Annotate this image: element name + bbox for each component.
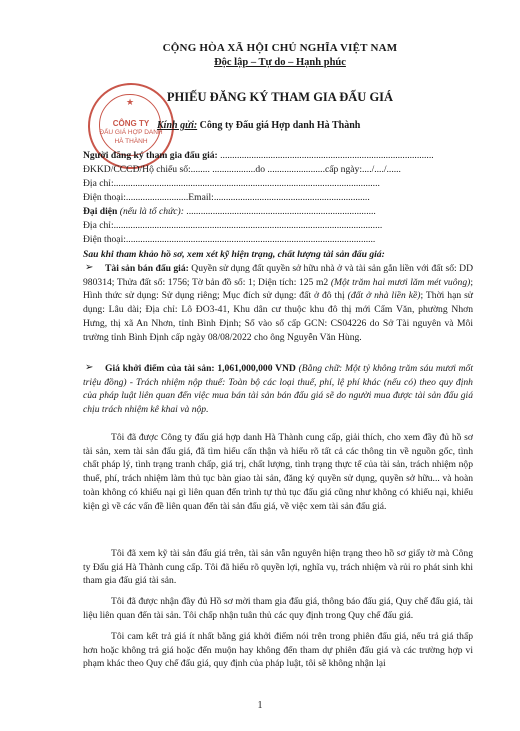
asset-area-words: (Một trăm hai mươi lăm mét vuông) (330, 276, 471, 288)
addressee-name: Công ty Đấu giá Hợp danh Hà Thành (197, 120, 361, 131)
representative-label: Đại diện (83, 206, 118, 217)
seal-line-1: CÔNG TY (112, 119, 150, 128)
arrow-bullet-icon: ➢ (85, 262, 94, 273)
rep-phone-field[interactable]: Điện thoại:........................................................................................................ (83, 234, 376, 245)
price-amount: 1,061,000,000 VND (217, 363, 299, 374)
paragraph-2: Tôi đã xem kỹ tài sản đấu giá trên, tài sản vẫn nguyên hiện trạng theo hồ sơ giấy tờ mà Công ty Đấu giá Hà Thành cung cấp. Tôi đã hiểu rõ quyền lợi, nghĩa vụ, trách nhiệm và rủi ro phát sinh khi tham gia đấu giá tài sản. (83, 548, 473, 587)
arrow-bullet-icon: ➢ (85, 362, 94, 373)
addressee-label: Kính gửi: (157, 120, 198, 131)
asset-text-1: Quyền sử dụng đất quyền sở hữu nhà ở và tài sản gắn liền với đất số: DD 980314; Thửa đất số: 1756; Tờ bản đồ số: 1; Diện tích: 125 m2 (83, 263, 474, 288)
intro-statement: Sau khi tham khảo hồ sơ, xem xét kỹ hiện trạng, chất lượng tài sản đấu giá: (83, 249, 385, 260)
participant-label: Người đăng ký tham gia đấu giá: (83, 150, 218, 161)
paragraph-3: Tôi đã được nhận đầy đủ Hồ sơ mời tham gia đấu giá, thông báo đấu giá, Quy chế đấu giá, tài liệu liên quan đến tài sản. Tôi chấp nhận tuân thủ các quy định trong Quy chế đấu giá. (83, 596, 473, 621)
paragraph-1: Tôi đã được Công ty đấu giá hợp danh Hà Thành cung cấp, giải thích, cho xem đầy đủ hồ sơ tài sản, xem tài sản đấu giá, đã tìm hiểu cẩn thận và hiểu rõ tất cả các thông tin về nguồn gốc, tình chất pháp lý, tình trạng tranh chấp, giá trị, chất lượng, tình trạng thực tế của tài sản, trách nhiệm nộp thuế, phí, trách nhiệm làm thủ tục bàn giao tài sản, đăng ký quyền sử dụng, quyền sở hữu... và hoàn toàn không có khiếu nại gì liên quan đến trình tự thủ tục đấu giá cũng như không có khiếu nại, khiếu kiện gì về các vấn đề liên quan đến tài sản đấu giá, về việc xem tài sản đấu giá. (83, 432, 473, 512)
paragraph-4: Tôi cam kết trả giá ít nhất bằng giá khởi điểm nói trên trong phiên đấu giá, nếu trả giá thấp hơn hoặc không trả giá hoặc đến muộn hay không đến tham dự phiên đấu giá và các trường hợp vi phạm khác theo Quy chế đấu giá, quy định của pháp luật, tôi sẽ không nhận lại (83, 631, 473, 670)
tax-note: - Trách nhiệm nộp thuế: Toàn bộ các loại thuế, phí, lệ phí khác (nếu có) theo quy định của pháp luật liên quan đến việc mua bán tài sản bán đấu giá sẽ do người mua được tài sản đấu giá chịu trách nhiệm kê khai và nộp. (83, 376, 473, 416)
representative-note: (nếu là tổ chức): (117, 206, 184, 217)
price-words: (Bằng chữ: Một tỷ không trăm sáu mươi mốt triệu đồng) (83, 363, 474, 388)
asset-land-note: (đất ở nhà liền kề) (347, 290, 421, 302)
rep-address-field[interactable]: Địa chỉ:................................................................................................................ (83, 220, 383, 231)
asset-label: Tài sản bán đấu giá: (105, 263, 189, 274)
address-field[interactable]: Địa chỉ:............................................................................................................... (83, 178, 380, 189)
national-title: CỘNG HÒA XÃ HỘI CHỦ NGHĨA VIỆT NAM (162, 42, 398, 54)
star-icon: ★ (126, 97, 135, 107)
asset-description (83, 262, 473, 344)
seal-line-3: HÀ THÀNH (114, 138, 148, 145)
addressee (157, 120, 360, 131)
phone-email-field[interactable]: Điện thoại:..........................Email:................................................................. (83, 192, 370, 203)
id-field[interactable]: ĐKKD/CCCD/Hộ chiếu số:........ ..................do ........................cấp ngày:..../..../...... (83, 164, 401, 175)
starting-price (83, 362, 473, 417)
asset-text-3: ; Thời hạn sử dụng: Lâu dài; Địa chỉ: Lô ĐO3-41, Khu dân cư thuộc khu đô thị mới Cẩm Văn, phường Nhơn Hưng, thị xã An Nhơn, tỉnh Bình Định; Số vào số cấp GCN: CS04226 do Sở Tài nguyên và Môi trường tỉnh Bình Định cấp ngày 08/08/2022 cho ông Nguyễn Văn Hùng. (83, 290, 473, 343)
representative-field[interactable]: ............................................................................... (183, 206, 376, 217)
document-title: PHIẾU ĐĂNG KÝ THAM GIA ĐẤU GIÁ (166, 90, 394, 104)
seal-line-2: ĐẤU GIÁ HỢP DANH (99, 129, 163, 136)
representative-line (83, 206, 473, 218)
national-motto: Độc lập – Tự do – Hạnh phúc (214, 57, 346, 68)
participant-field[interactable]: ......................................................................................... (217, 150, 434, 161)
page-number: 1 (257, 700, 263, 711)
price-label: Giá khởi điểm của tài sản: (105, 363, 218, 374)
participant-line (83, 150, 473, 162)
asset-text-2: ; Hình thức sử dụng: Sử dụng riêng; Mục đích sử dụng: đất ở đô thị (83, 276, 473, 302)
